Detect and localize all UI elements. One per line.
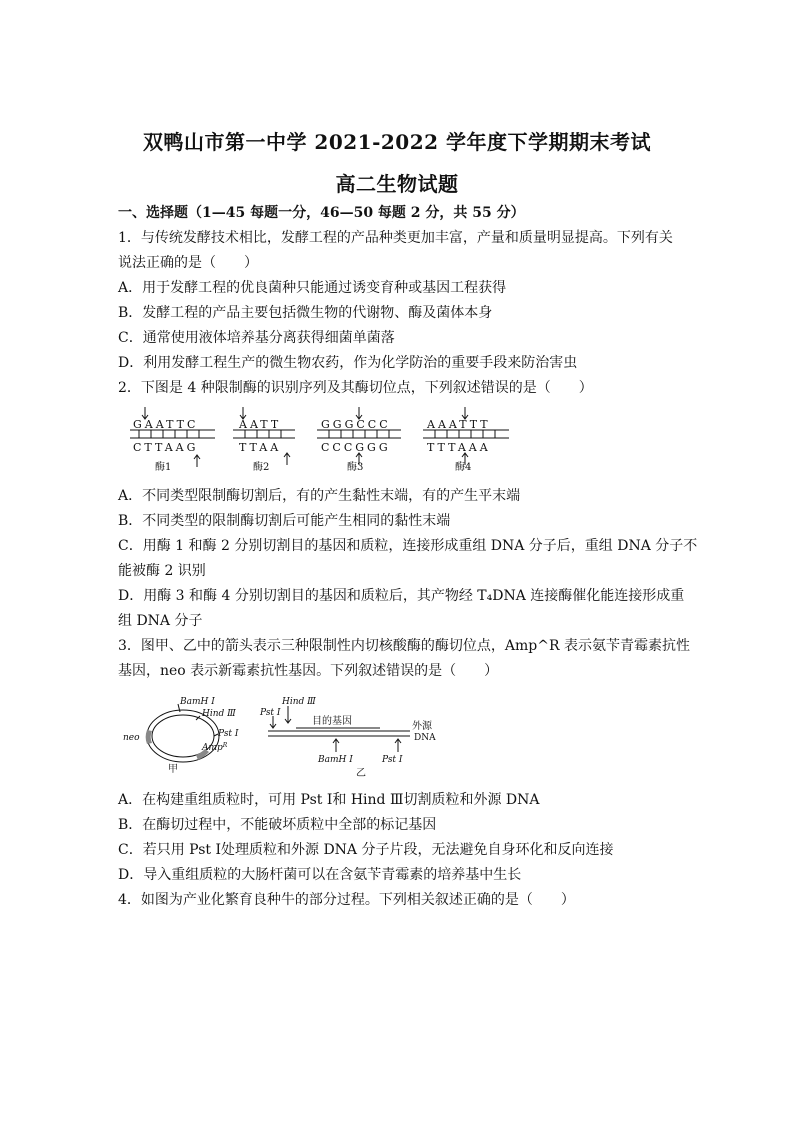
enzyme-2-diagram <box>233 407 295 473</box>
question-2-option-b: B．不同类型的限制酶切割后可能产生相同的黏性末端 <box>118 513 451 529</box>
question-1-option-c: C．通常使用液体培养基分离获得细菌单菌落 <box>118 330 395 346</box>
question-1-option-b: B．发酵工程的产品主要包括微生物的代谢物、酶及菌体本身 <box>118 305 493 321</box>
plasmid-jia-diagram <box>123 697 239 775</box>
hind3-label-jia: Hind Ⅲ <box>202 709 236 719</box>
enzyme-1-top-seq: GAATTC <box>133 418 199 431</box>
enzyme-2-top-seq: AATT <box>239 418 282 431</box>
enzyme-3-label: 酶3 <box>347 462 364 473</box>
question-2-option-c-line-2: 能被酶 2 识别 <box>118 563 206 579</box>
question-2-option-d-line-2: 组 DNA 分子 <box>118 613 203 629</box>
enzyme-4-label: 酶4 <box>455 462 472 473</box>
enzyme-4-bottom-seq: TTTAAA <box>427 441 491 454</box>
enzyme-2-bottom-cut-arrow <box>284 453 290 465</box>
pst1-label-yi-right: Pst Ⅰ <box>382 755 403 765</box>
question-1-option-a: A．用于发酵工程的优良菌种只能通过诱变育种或基因工程获得 <box>118 280 507 296</box>
enzyme-1-label: 酶1 <box>155 462 172 473</box>
hind3-label-yi: Hind Ⅲ <box>282 697 316 707</box>
enzyme-3-diagram <box>317 407 401 473</box>
school-title: 双鸭山市第一中学 2021-2022 学年度下学期期末考试 <box>142 130 652 154</box>
subject-title: 高二生物试题 <box>335 172 459 196</box>
enzyme-1-bottom-cut-arrow <box>194 455 200 467</box>
amp-label: Amp$^R$ <box>202 742 228 753</box>
enzyme-4-diagram <box>423 407 509 473</box>
bamh1-label-jia: BamH Ⅰ <box>180 697 215 707</box>
question-1-stem-line-1: 1．与传统发酵技术相比，发酵工程的产品种类更加丰富，产量和质量明显提高。下列有关 <box>118 230 673 246</box>
target-gene-label: 目的基因 <box>312 716 352 727</box>
restriction-enzyme-figure <box>125 407 525 479</box>
foreign-label: 外源 <box>412 721 432 732</box>
question-2-option-c-line-1: C．用酶 1 和酶 2 分别切割目的基因和质粒，连接形成重组 DNA 分子后，重组 DNA 分子不 <box>118 538 698 554</box>
plasmid-jia-label: 甲 <box>168 764 178 775</box>
enzyme-3-top-seq: GGGCCC <box>321 418 391 431</box>
section-heading: 一、选择题（1—45 每题一分，46—50 每题 2 分，共 55 分） <box>118 205 525 221</box>
question-2-option-d-line-1: D．用酶 3 和酶 4 分别切割目的基因和质粒后，其产物经 T₄DNA 连接酶催化能连接形成重 <box>118 588 685 604</box>
question-2-option-a: A．不同类型限制酶切割后，有的产生黏性末端，有的产生平末端 <box>118 488 521 504</box>
question-3-option-c: C．若只用 Pst Ⅰ处理质粒和外源 DNA 分子片段，无法避免自身环化和反向连接 <box>118 842 614 858</box>
question-3-stem-line-2: 基因，neo 表示新霉素抗性基因。下列叙述错误的是（ ） <box>118 663 499 679</box>
bamh1-label-yi: BamH Ⅰ <box>318 755 353 765</box>
question-2-stem: 2．下图是 4 种限制酶的识别序列及其酶切位点，下列叙述错误的是（ ） <box>118 380 593 396</box>
question-3-stem-line-1: 3．图甲、乙中的箭头表示三种限制性内切核酸酶的酶切位点，Amp^R 表示氨苄青霉素抗性 <box>118 638 690 654</box>
enzyme-1-diagram <box>130 407 215 473</box>
dna-label: DNA <box>414 733 436 743</box>
question-1-stem-line-2: 说法正确的是（ ） <box>118 255 258 271</box>
enzyme-2-bottom-seq: TTAA <box>239 441 282 454</box>
question-3-option-a: A．在构建重组质粒时，可用 Pst Ⅰ和 Hind Ⅲ切割质粒和外源 DNA <box>118 792 540 808</box>
foreign-dna-yi-diagram <box>259 697 436 778</box>
question-3-option-d: D．导入重组质粒的大肠杆菌可以在含氨苄青霉素的培养基中生长 <box>118 867 522 883</box>
neo-gene-segment <box>146 730 152 744</box>
plasmid-figure <box>118 694 448 778</box>
question-1-option-d: D．利用发酵工程生产的微生物农药，作为化学防治的重要手段来防治害虫 <box>118 355 578 371</box>
enzyme-4-top-seq: AAATTT <box>427 418 491 431</box>
foreign-dna-yi-label: 乙 <box>356 768 366 778</box>
pst1-label-jia: Pst Ⅰ <box>218 729 239 739</box>
enzyme-1-bottom-seq: CTTAAG <box>133 441 199 454</box>
question-4-stem: 4．如图为产业化繁育良种牛的部分过程。下列相关叙述正确的是（ ） <box>118 892 575 908</box>
pst1-label-yi-left: Pst Ⅰ <box>260 708 281 718</box>
enzyme-2-label: 酶2 <box>253 462 270 473</box>
question-3-option-b: B．在酶切过程中，不能破坏质粒中全部的标记基因 <box>118 817 437 833</box>
enzyme-3-bottom-seq: CCCGGG <box>321 441 391 454</box>
neo-label: neo <box>123 733 140 743</box>
